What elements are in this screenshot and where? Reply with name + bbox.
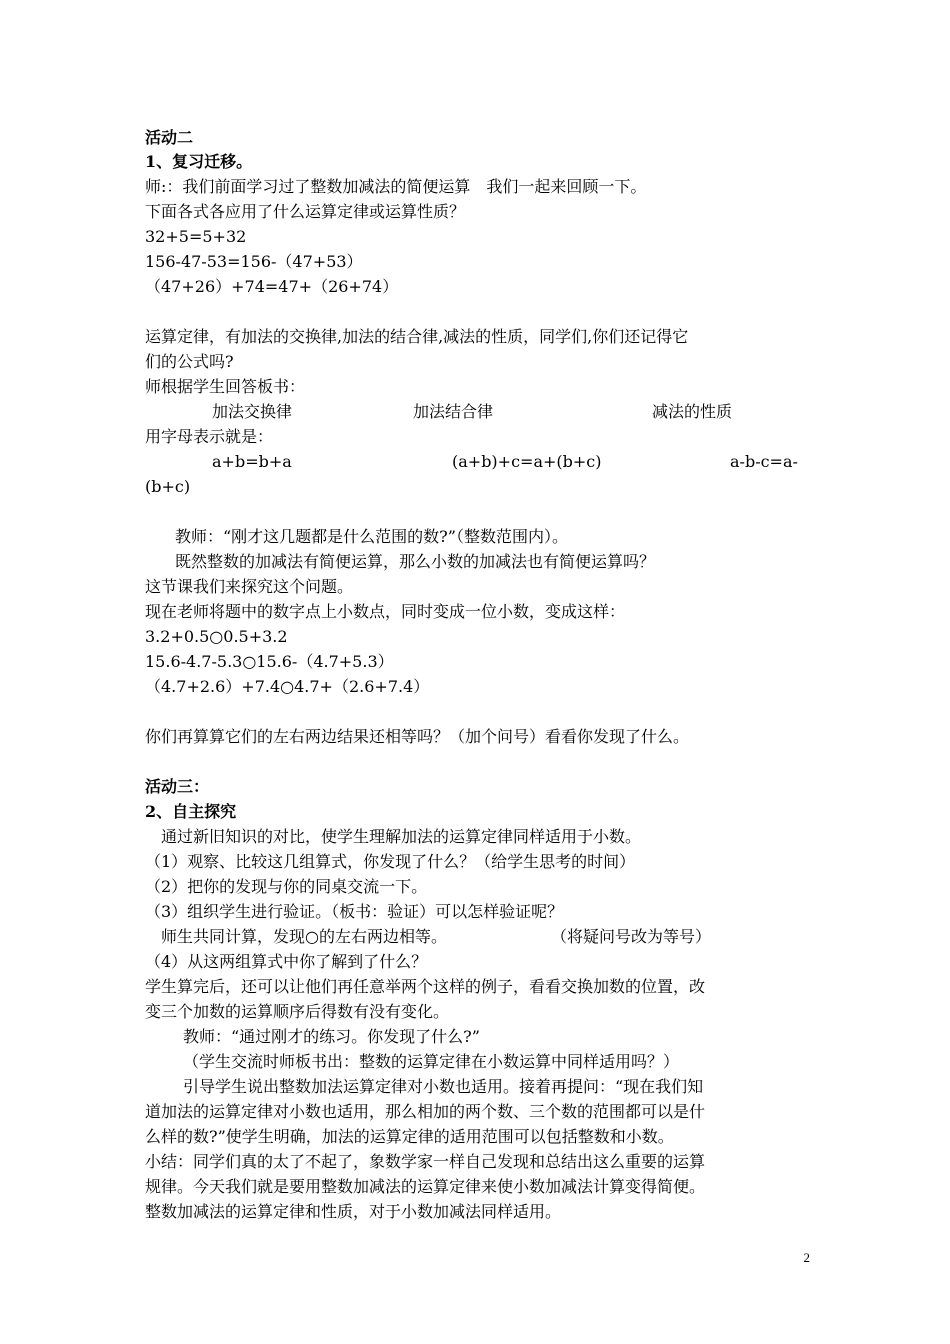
section-1-heading: 1、复习迁移。 bbox=[145, 152, 253, 171]
paragraph-line: 师:：我们前面学习过了整数加减法的简便运算 我们一起来回顾一下。 bbox=[145, 177, 647, 196]
section-2-heading: 2、自主探究 bbox=[145, 802, 237, 821]
paragraph-line: 你们再算算它们的左右两边结果还相等吗？（加个问号）看看你发现了什么。 bbox=[145, 727, 690, 746]
equation-line: 32+5=5+32 bbox=[145, 227, 247, 246]
paragraph-line: 么样的数?”使学生明确，加法的运算定律的适用范围可以包括整数和小数。 bbox=[145, 1127, 674, 1146]
law-subtraction: 减法的性质 bbox=[652, 402, 733, 421]
equation-line: 3.2+0.5○0.5+3.2 bbox=[145, 627, 288, 646]
formula-subtraction: a-b-c=a- bbox=[730, 452, 798, 471]
list-item: （3）组织学生进行验证。（板书：验证）可以怎样验证呢？ bbox=[145, 902, 564, 921]
paragraph-line: 引导学生说出整数加法运算定律对小数也适用。接着再提问：“现在我们知 bbox=[183, 1077, 704, 1096]
equation-line: （47+26）+74=47+（26+74） bbox=[145, 277, 399, 296]
paragraph-line: 用字母表示就是： bbox=[145, 427, 274, 446]
equation-line: （4.7+2.6）+7.4○4.7+（2.6+7.4） bbox=[145, 677, 430, 696]
paragraph-line: 规律。今天我们就是要用整数加减法的运算定律来使小数加减法计算变得简便。 bbox=[145, 1177, 706, 1196]
paragraph-line: 道加法的运算定律对小数也适用，那么相加的两个数、三个数的范围都可以是什 bbox=[145, 1102, 706, 1121]
activity-2-heading: 活动二 bbox=[145, 128, 194, 147]
paragraph-line: 整数加减法的运算定律和性质，对于小数加减法同样适用。 bbox=[145, 1202, 562, 1221]
paragraph-line: 师根据学生回答板书： bbox=[145, 377, 306, 396]
paragraph-line: 运算定律，有加法的交换律,加法的结合律,减法的性质，同学们,你们还记得它 bbox=[145, 327, 689, 346]
paragraph-line: 教师：“刚才这几题都是什么范围的数?”（整数范围内）。 bbox=[175, 527, 568, 546]
paragraph-line: 下面各式各应用了什么运算定律或运算性质？ bbox=[145, 202, 466, 221]
paragraph-line: 们的公式吗? bbox=[145, 352, 234, 371]
paragraph-line: 这节课我们来探究这个问题。 bbox=[145, 577, 354, 596]
paragraph-line: 师生共同计算，发现○的左右两边相等。 bbox=[161, 927, 447, 946]
activity-3-heading: 活动三： bbox=[145, 777, 210, 796]
paragraph-line: 现在老师将题中的数字点上小数点，同时变成一位小数，变成这样： bbox=[145, 602, 626, 621]
list-item: （1）观察、比较这几组算式，你发现了什么？（给学生思考的时间） bbox=[145, 852, 636, 871]
paragraph-line: 既然整数的加减法有简便运算，那么小数的加减法也有简便运算吗？ bbox=[175, 552, 656, 571]
law-commutative: 加法交换律 bbox=[212, 402, 293, 421]
list-item: （4）从这两组算式中你了解到了什么？ bbox=[145, 952, 428, 971]
formula-associative: (a+b)+c=a+(b+c) bbox=[452, 452, 602, 471]
paragraph-line: 小结：同学们真的太了不起了，象数学家一样自己发现和总结出这么重要的运算 bbox=[145, 1152, 706, 1171]
paragraph-line: （学生交流时师板书出：整数的运算定律在小数运算中同样适用吗？） bbox=[183, 1052, 680, 1071]
list-item: （2）把你的发现与你的同桌交流一下。 bbox=[145, 877, 428, 896]
paragraph-line: 教师：“通过刚才的练习。你发现了什么?” bbox=[183, 1027, 480, 1046]
law-associative: 加法结合律 bbox=[413, 402, 494, 421]
formula-commutative: a+b=b+a bbox=[212, 452, 292, 471]
equation-line: 156-47-53=156-（47+53） bbox=[145, 252, 363, 271]
paragraph-line: 变三个加数的运算顺序后得数有没有变化。 bbox=[145, 1002, 450, 1021]
formula-subtraction-cont: (b+c) bbox=[145, 477, 191, 496]
page-number: 2 bbox=[803, 1250, 810, 1265]
paragraph-note: （将疑问号改为等号） bbox=[551, 927, 712, 946]
paragraph-line: 学生算完后，还可以让他们再任意举两个这样的例子，看看交换加数的位置，改 bbox=[145, 977, 706, 996]
equation-line: 15.6-4.7-5.3○15.6-（4.7+5.3） bbox=[145, 652, 394, 671]
paragraph-line: 通过新旧知识的对比，使学生理解加法的运算定律同样适用于小数。 bbox=[161, 827, 642, 846]
